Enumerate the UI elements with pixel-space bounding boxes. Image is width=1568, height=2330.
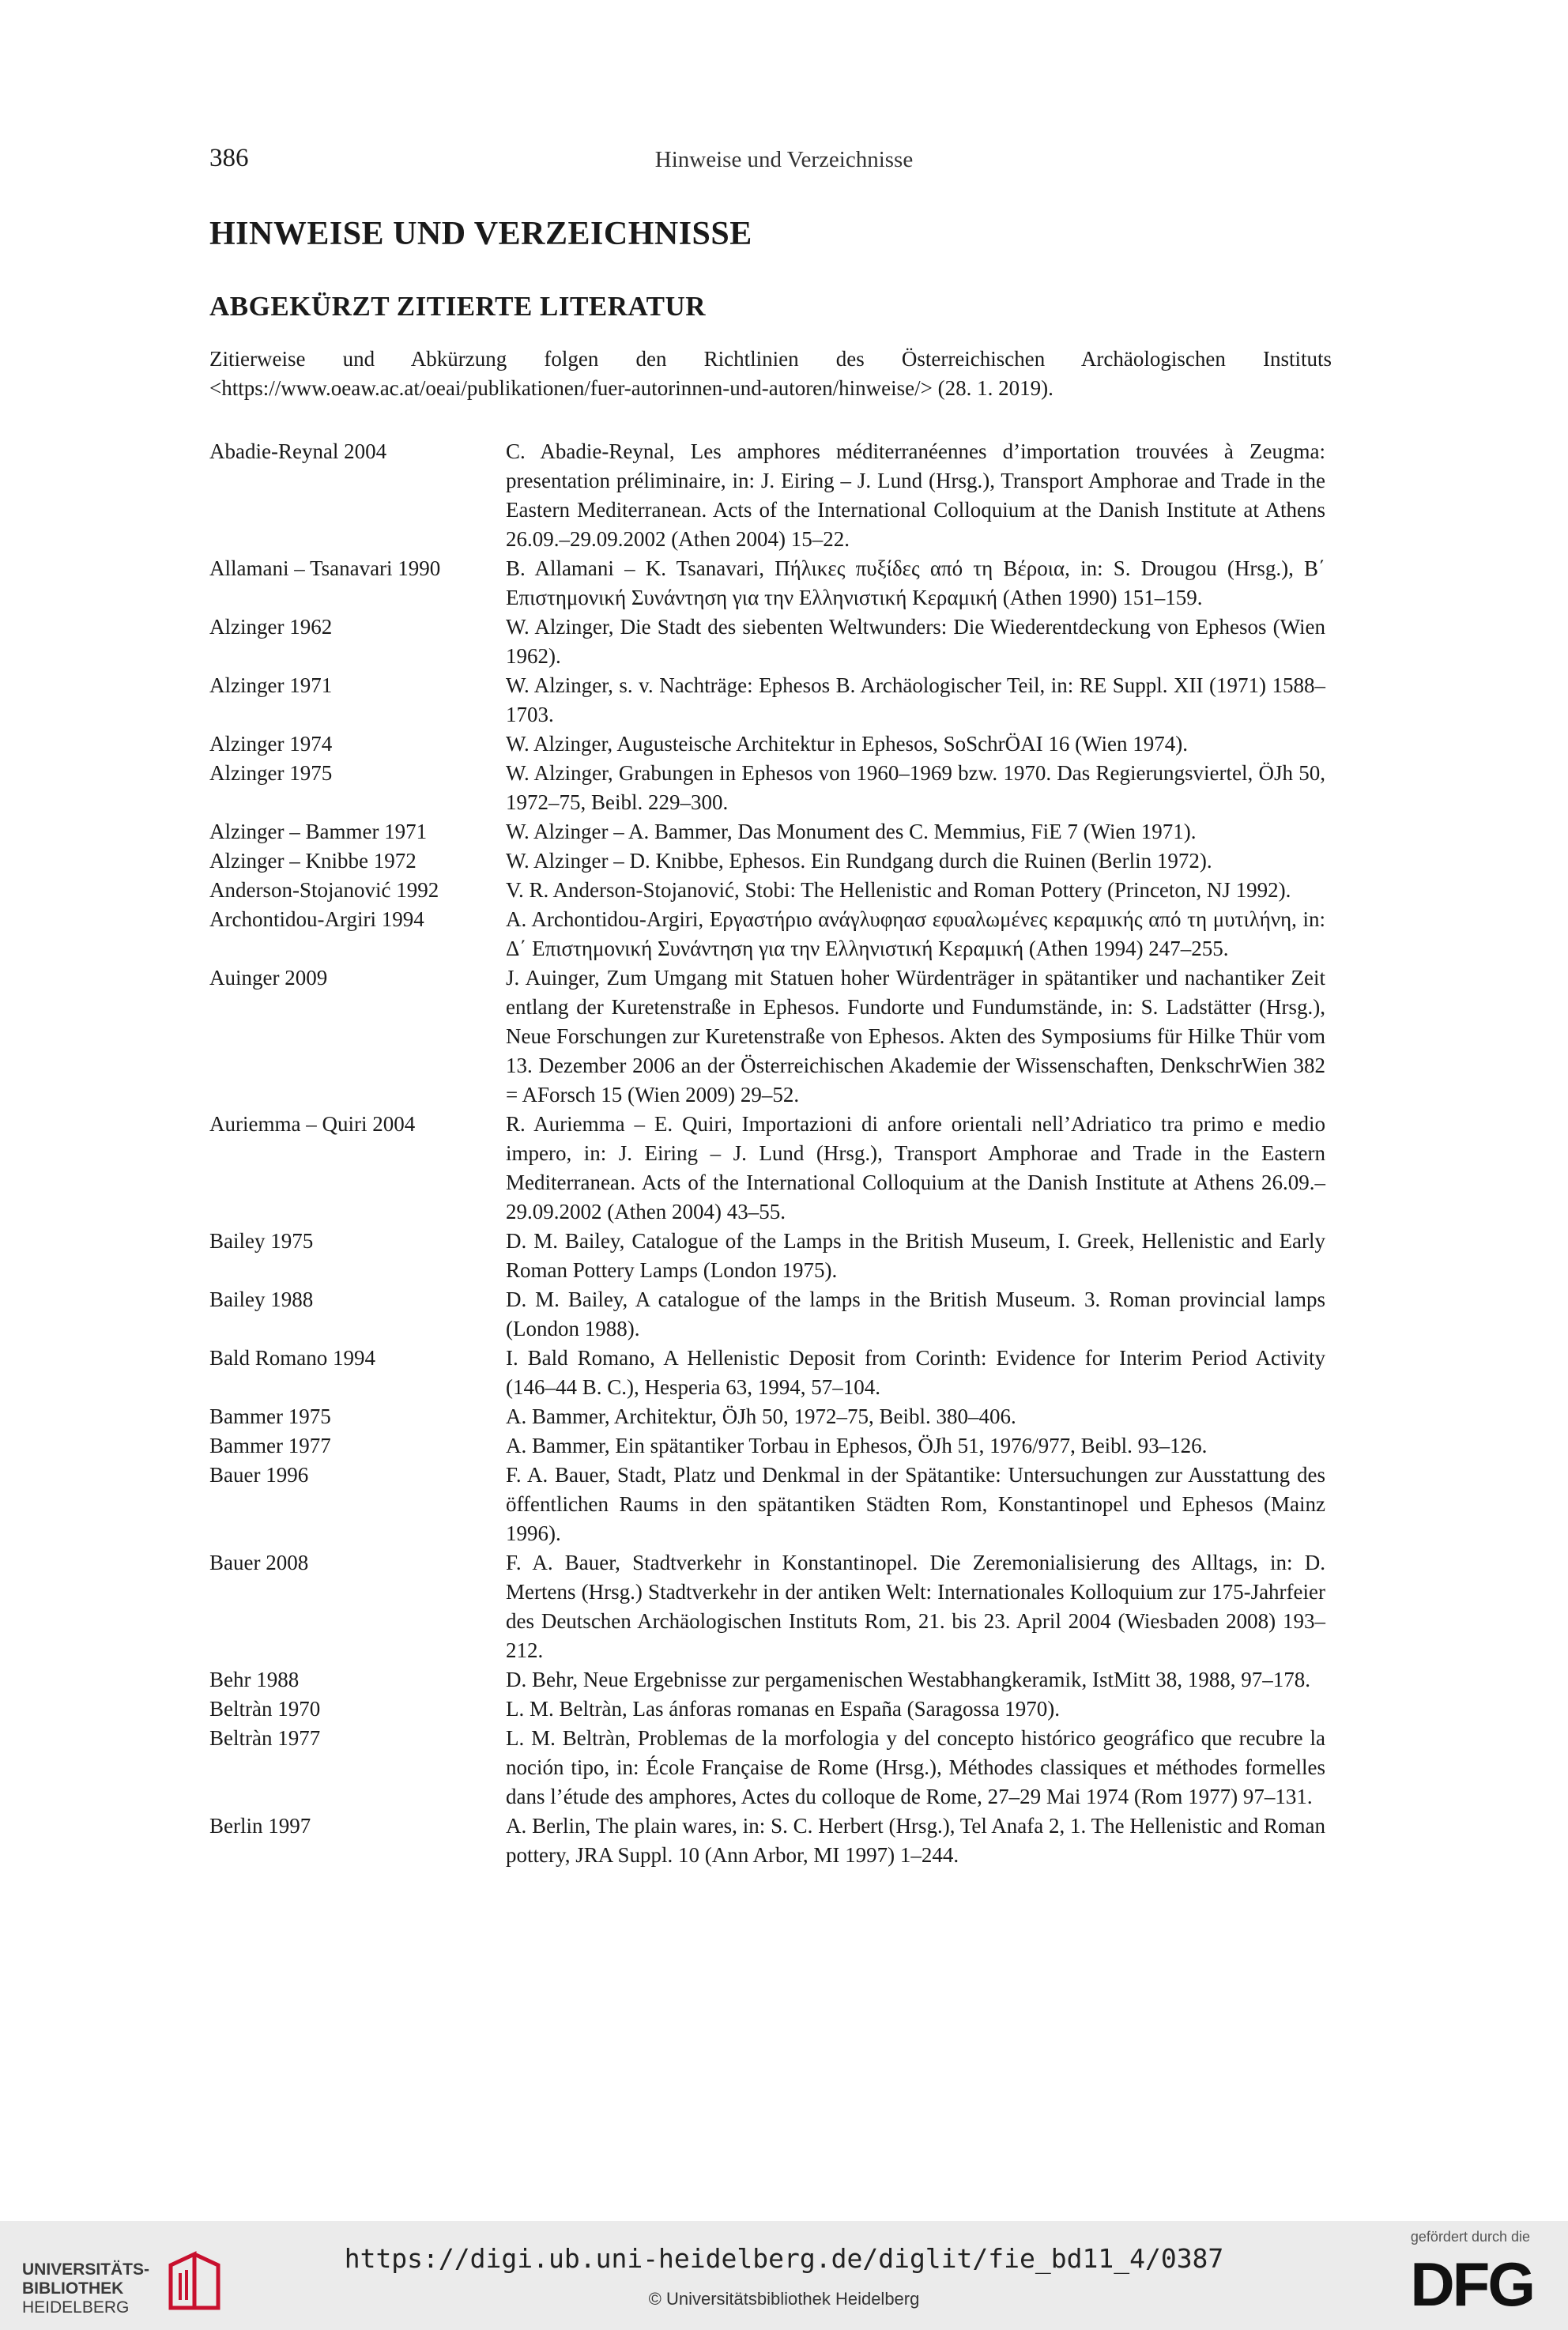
bibliography-entry xyxy=(209,1548,1325,1665)
footer-bar xyxy=(0,2221,1568,2330)
entry-reference: R. Auriemma – E. Quiri, Importazioni di anfore orientali nell’Adriatico tra primo e medio impero, in: J. Eiring – J. Lund (Hrsg.), Transport Amphorae and Trade in the Eastern Mediterranean. Acts of the International Colloquium at the Danish Institute at Athens 26.09.–29.09.2002 (Athen 2004) 43–55. xyxy=(506,1112,1325,1223)
bibliography-entry xyxy=(209,437,1325,554)
entry-reference: D. M. Bailey, A catalogue of the lamps in the British Museum. 3. Roman provincial lamps (London 1988). xyxy=(506,1288,1325,1340)
entry-reference: A. Berlin, The plain wares, in: S. C. Herbert (Hrsg.), Tel Anafa 2, 1. The Hellenistic and Roman pottery, JRA Suppl. 10 (Ann Arbor, MI 1997) 1–244. xyxy=(506,1814,1325,1867)
bibliography-entry xyxy=(209,963,1325,1110)
section-title: ABGEKÜRZT ZITIERTE LITERATUR xyxy=(209,291,707,322)
entry-key: Archontidou-Argiri 1994 xyxy=(209,907,424,931)
bibliography-entry xyxy=(209,1724,1325,1812)
entry-reference: A. Bammer, Architektur, ÖJh 50, 1972–75, Beibl. 380–406. xyxy=(506,1404,1016,1428)
entry-reference: D. M. Bailey, Catalogue of the Lamps in the British Museum, I. Greek, Hellenistic and Early Roman Pottery Lamps (London 1975). xyxy=(506,1229,1325,1282)
entry-reference: D. Behr, Neue Ergebnisse zur pergamenischen Westabhangkeramik, IstMitt 38, 1988, 97–178. xyxy=(506,1668,1311,1691)
entry-reference: W. Alzinger, Augusteische Architektur in Ephesos, SoSchrÖAI 16 (Wien 1974). xyxy=(506,732,1188,756)
entry-key: Bailey 1975 xyxy=(209,1229,314,1253)
bibliography-entry xyxy=(209,671,1325,730)
entry-reference: F. A. Bauer, Stadtverkehr in Konstantinopel. Die Zeremonialisierung des Alltags, in: D. Mertens (Hrsg.) Stadtverkehr in der antiken Welt: Internationales Kolloquium zur 175-Jahrfeier des Deutschen Archäologischen Instituts Rom, 21. bis 23. April 2004 (Wiesbaden 2008) 193–212. xyxy=(506,1551,1325,1662)
copyright-notice: © Universitätsbibliothek Heidelberg xyxy=(648,2289,920,2309)
bibliography-entry xyxy=(209,1110,1325,1227)
bibliography-entry xyxy=(209,1695,1325,1724)
entry-reference: W. Alzinger, Grabungen in Ephesos von 1960–1969 bzw. 1970. Das Regierungsviertel, ÖJh 50, 1972–75, Beibl. 229–300. xyxy=(506,761,1325,814)
entry-key: Bauer 1996 xyxy=(209,1463,309,1487)
bibliography-entry xyxy=(209,905,1325,963)
library-name: UNIVERSITÄTS- BIBLIOTHEK HEIDELBERG xyxy=(22,2260,150,2317)
bibliography-entry xyxy=(209,613,1325,671)
bibliography-entry xyxy=(209,817,1325,846)
entry-key: Alzinger 1974 xyxy=(209,732,333,756)
entry-reference: W. Alzinger, s. v. Nachträge: Ephesos B. Archäologischer Teil, in: RE Suppl. XII (1971) 1588–1703. xyxy=(506,673,1325,726)
running-head: Hinweise und Verzeichnisse xyxy=(654,147,914,172)
bibliography-entry xyxy=(209,759,1325,817)
bibliography-entry xyxy=(209,1665,1325,1695)
entry-key: Alzinger 1975 xyxy=(209,761,333,785)
entry-reference: W. Alzinger – A. Bammer, Das Monument des C. Memmius, FiE 7 (Wien 1971). xyxy=(506,820,1197,843)
bibliography-entry xyxy=(209,1227,1325,1285)
entry-key: Bammer 1975 xyxy=(209,1404,331,1428)
entry-reference: W. Alzinger, Die Stadt des siebenten Weltwunders: Die Wiederentdeckung von Ephesos (Wien 1962). xyxy=(506,615,1325,668)
entry-key: Behr 1988 xyxy=(209,1668,300,1691)
entry-key: Abadie-Reynal 2004 xyxy=(209,439,387,463)
bibliography-entry xyxy=(209,1431,1325,1461)
entry-key: Bammer 1977 xyxy=(209,1434,331,1457)
entry-reference: J. Auinger, Zum Umgang mit Statuen hoher Würdenträger in spätantiker und nachantiker Zeit entlang der Kuretenstraße in Ephesos. Fundorte und Fundumstände, in: S. Ladstätter (Hrsg.), Neue Forschungen zur Kuretenstraße von Ephesos. Akten des Symposiums für Hilke Thür vom 13. Dezember 2006 an der Österreichischen Akademie der Wissenschaften, DenkschrWien 382 = AForsch 15 (Wien 2009) 29–52. xyxy=(506,966,1325,1107)
bibliography-entry xyxy=(209,1461,1325,1548)
bibliography-entry xyxy=(209,1812,1325,1870)
bibliography-entry xyxy=(209,876,1325,905)
entry-reference: L. M. Beltràn, Las ánforas romanas en España (Saragossa 1970). xyxy=(506,1697,1061,1721)
entry-key: Beltràn 1970 xyxy=(209,1697,321,1721)
entry-key: Allamani – Tsanavari 1990 xyxy=(209,556,441,580)
permalink-url[interactable]: https://digi.ub.uni-heidelberg.de/diglit/fie_bd11_4/0387 xyxy=(344,2243,1224,2274)
bibliography-entry xyxy=(209,1402,1325,1431)
bibliography-entry xyxy=(209,554,1325,613)
bibliography-entry xyxy=(209,1344,1325,1402)
entry-key: Alzinger 1962 xyxy=(209,615,333,639)
entry-key: Bauer 2008 xyxy=(209,1551,309,1574)
bibliography-list xyxy=(209,437,1325,1870)
bibliography-entry xyxy=(209,1285,1325,1344)
entry-reference: L. M. Beltràn, Problemas de la morfologia y del concepto histórico geográfico que recubre la noción tipo, in: École Française de Rome (Hrsg.), Méthodes classiques et méthodes formelles dans l’étude des amphores, Actes du colloque de Rome, 27–29 Mai 1974 (Rom 1977) 97–131. xyxy=(506,1726,1325,1808)
entry-reference: F. A. Bauer, Stadt, Platz und Denkmal in der Spätantike: Untersuchungen zur Ausstattung des öffentlichen Raums in den spätantiken Städten Rom, Konstantinopel und Ephesos (Mainz 1996). xyxy=(506,1463,1325,1545)
page-number: 386 xyxy=(209,144,249,172)
entry-reference: V. R. Anderson-Stojanović, Stobi: The Hellenistic and Roman Pottery (Princeton, NJ 1992). xyxy=(506,878,1291,902)
entry-key: Alzinger – Knibbe 1972 xyxy=(209,849,416,873)
entry-key: Beltràn 1977 xyxy=(209,1726,321,1750)
dfg-logo[interactable]: DFG xyxy=(1410,2249,1533,2319)
entry-key: Auinger 2009 xyxy=(209,966,328,990)
entry-reference: C. Abadie-Reynal, Les amphores méditerranéennes d’importation trouvées à Zeugma: presentation préliminaire, in: J. Eiring – J. Lund (Hrsg.), Transport Amphorae and Trade in the Eastern Mediterranean. Acts of the International Colloquium at the Danish Institute at Athens 26.09.–29.09.2002 (Athen 2004) 15–22. xyxy=(506,439,1325,551)
entry-key: Alzinger – Bammer 1971 xyxy=(209,820,428,843)
entry-key: Bailey 1988 xyxy=(209,1288,314,1311)
entry-key: Bald Romano 1994 xyxy=(209,1346,375,1370)
bibliography-entry xyxy=(209,846,1325,876)
sponsor-label: gefördert durch die xyxy=(1410,2229,1530,2245)
entry-reference: B. Allamani – K. Tsanavari, Πήλικες πυξίδες από τη Βέροια, in: S. Drougou (Hrsg.), Β΄ Επιστημονική Συνάντηση για την Ελληνιστική Κεραμική (Athen 1990) 151–159. xyxy=(506,556,1325,609)
entry-reference: A. Archontidou-Argiri, Εργαστήριο ανάγλυφηασ εφυαλωμένες κεραμικής από τη μυτιλήνη, in: Δ΄ Επιστημονική Συνάντηση για την Ελληνιστική Κεραμική (Athen 1994) 247–255. xyxy=(506,907,1325,960)
bibliography-entry xyxy=(209,730,1325,759)
entry-key: Auriemma – Quiri 2004 xyxy=(209,1112,416,1136)
entry-key: Alzinger 1971 xyxy=(209,673,333,697)
entry-reference: A. Bammer, Ein spätantiker Torbau in Ephesos, ÖJh 51, 1976/977, Beibl. 93–126. xyxy=(506,1434,1208,1457)
entry-reference: W. Alzinger – D. Knibbe, Ephesos. Ein Rundgang durch die Ruinen (Berlin 1972). xyxy=(506,849,1212,873)
main-title: HINWEISE UND VERZEICHNISSE xyxy=(209,216,752,252)
entry-reference: I. Bald Romano, A Hellenistic Deposit from Corinth: Evidence for Interim Period Activity (146–44 B. C.), Hesperia 63, 1994, 57–104. xyxy=(506,1346,1325,1399)
intro-text: Zitierweise und Abkürzung folgen den Richtlinien des Österreichischen Archäologischen Instituts <https://www.oeaw.ac.at/oeai/publikationen/fuer-autorinnen-und-autoren/hinweise/> (28. 1. 2019). xyxy=(209,347,1332,400)
entry-key: Berlin 1997 xyxy=(209,1814,311,1838)
entry-key: Anderson-Stojanović 1992 xyxy=(209,878,439,902)
